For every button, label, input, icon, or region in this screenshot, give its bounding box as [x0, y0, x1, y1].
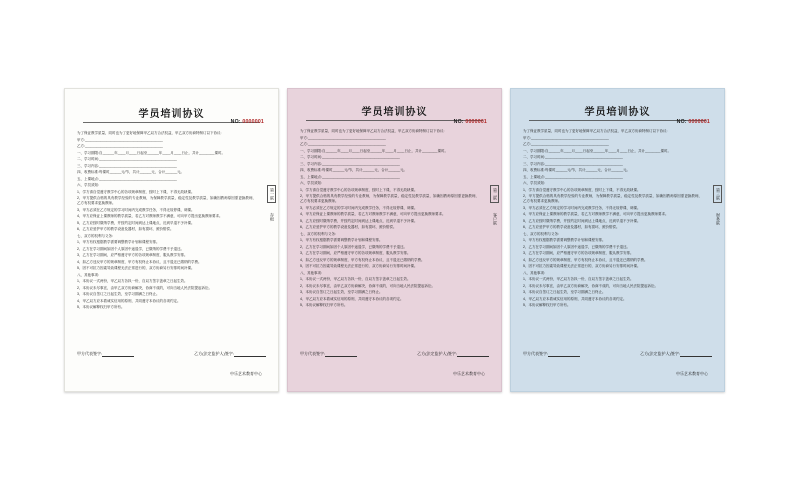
clause-8-blue: 1、学方请自觉遵守教学中心的各项规章制度，按时上下课，不得无故缺课。: [523, 187, 641, 192]
clause-15: 1、甲方有权根据教学需要调整教学计划和课程安排。: [77, 240, 160, 245]
clause-3: 二、学习时间:________________________________________: [77, 157, 177, 161]
clause-13-blue: 6、乙方应爱护甲方的教学设备及器材，如有损坏，照价赔偿。: [523, 225, 620, 230]
clause-3-blue: 二、学习时间:________________________________________: [523, 155, 623, 159]
agreement-body-pink: [300, 129, 489, 309]
clause-intro-pink: 为了保证教学质量，同时也为了更好地保障甲乙双方合法权益，甲乙双方协商特制订以下协议:: [300, 129, 445, 133]
clause-16: 2、乙方在学习期间如因个人原因中途退学，已缴纳的学费不予退还。: [77, 246, 184, 251]
clause-9-pink: 2、甲方提供合格的具有教学经验的专业教师，为保障教学质量，稳定性及教学质量，如确因教师原因需更换教师，乙方有权要求更换教师。: [300, 194, 479, 204]
clause-13: 6、乙方应爱护甲方的教学设备及器材，如有损坏，照价赔偿。: [77, 227, 174, 232]
clause-11-pink: 4、甲方应保证上课教师的教学质量，若乙方对教师教学不满意，可向甲方提出更换教师要求。: [300, 212, 446, 217]
clause-17-pink: 3、乙方在学习期间，应严格遵守甲方的各项规章制度，服从教学安排。: [300, 251, 411, 256]
serial-number-label-pink: NO:: [453, 119, 464, 125]
serial-number-label-blue: NO:: [676, 119, 687, 125]
company-stamp-pink: 中乐艺术教育中心: [453, 371, 485, 376]
clause-12-pink: 5、乙方应按时缴纳学费，并按约定时间到达上课地点，迟到早退不予补课。: [300, 218, 418, 223]
agreement-body-blue: [523, 129, 712, 309]
clause-14: 七、双方的权利与义务:: [77, 233, 113, 238]
clause-20-pink: 八、其他事项:: [300, 270, 322, 275]
side-band-copy-label: 第一联: [267, 185, 276, 203]
clause-10-blue: 3、甲方必须在乙方规定的学习时间内完成教学任务，不得无故停课、调课。: [523, 205, 641, 210]
clause-25-blue: 5、本协议解释权归甲方所有。: [523, 303, 571, 308]
clause-12: 5、乙方应按时缴纳学费，并按约定时间到达上课地点，迟到早退不予补课。: [77, 220, 195, 225]
clause-9-blue: 2、甲方提供合格的具有教学经验的专业教师，为保障教学质量，稳定性及教学质量，如确因教师原因需更换教师，乙方有权要求更换教师。: [523, 194, 702, 204]
side-band-copy-label-blue: 第三联: [713, 185, 722, 203]
signature-party-b-label: 乙方(法定监护人)签字:: [194, 351, 234, 356]
clause-20-blue: 八、其他事项:: [523, 270, 545, 275]
clause-4-pink: 三、学习内容:________________________________________: [300, 161, 400, 166]
clause-5: 四、收费标准:每课时______元/节，共计______元，合计______元。: [77, 170, 184, 174]
serial-number-pink: [454, 119, 487, 125]
signature-party-b[interactable]: [194, 351, 266, 357]
side-band-pink: [490, 185, 499, 235]
clause-16-blue: 2、乙方在学习期间如因个人原因中途退学，已缴纳的学费不予退还。: [523, 244, 630, 249]
signature-party-a[interactable]: [77, 351, 134, 357]
form-copy-pink[interactable]: [287, 88, 502, 392]
clause-5-pink: 四、收费标准:每课时______元/节，共计______元，合计______元。: [300, 168, 407, 172]
signature-party-a-line-blue[interactable]: [548, 352, 580, 357]
clause-21-pink: 1、本协议一式两份，甲乙双方各执一份，自双方签字盖章之日起生效。: [300, 277, 411, 282]
clause-6: 五、上课地点:________________________________________: [77, 176, 177, 181]
form-copy-blue[interactable]: [510, 88, 725, 392]
clause-24-pink: 4、甲乙双方应本着诚实信用的原则，共同遵守本协议的各项约定。: [300, 296, 404, 301]
clause-1: 乙方:________________________________________: [77, 144, 163, 148]
clause-7-pink: 六、学员须知:: [300, 181, 322, 185]
clause-23: 3、本协议自签订之日起生效，至学习期满之日终止。: [77, 292, 160, 297]
signature-party-b-label-blue: 乙方(法定监护人)签字:: [640, 351, 680, 356]
side-band-copy-type-pink: 客户联: [493, 213, 498, 225]
page-title: 学员培训协议: [138, 109, 205, 120]
clause-17: 3、乙方在学习期间，应严格遵守甲方的各项规章制度，服从教学安排。: [77, 253, 188, 258]
clause-19-pink: 5、因不可抗力因素导致课程无法正常进行的，双方协商另行安排时间补课。: [300, 264, 418, 269]
clause-24: 4、甲乙双方应本着诚实信用的原则，共同遵守本协议的各项约定。: [77, 298, 181, 303]
serial-number: [231, 119, 264, 125]
clause-3-pink: 二、学习时间:________________________________________: [300, 155, 400, 159]
clause-1-blue: 乙方:________________________________________: [523, 142, 609, 146]
clause-18-pink: 4、如乙方违反甲方的规章制度，甲方有权终止本协议，且不退还已缴纳的学费。: [300, 257, 425, 262]
clause-4-blue: 三、学习内容:________________________________________: [523, 161, 623, 166]
side-band-copy-label-pink: 第二联: [490, 185, 499, 203]
signature-party-b-line-pink[interactable]: [457, 352, 489, 357]
clause-0-pink: 甲方:________________________________________: [300, 135, 386, 140]
clause-25-pink: 5、本协议解释权归甲方所有。: [300, 303, 348, 308]
clause-24-blue: 4、甲乙双方应本着诚实信用的原则，共同遵守本协议的各项约定。: [523, 296, 627, 301]
agreement-body-white: [77, 131, 266, 311]
carbonless-form-set: [64, 88, 725, 392]
page-title-blue: 学员培训协议: [584, 107, 651, 118]
clause-19: 5、因不可抗力因素导致课程无法正常进行的，双方协商另行安排时间补课。: [77, 266, 195, 271]
signature-party-a-blue[interactable]: [523, 351, 580, 357]
clause-15-blue: 1、甲方有权根据教学需要调整教学计划和课程安排。: [523, 238, 606, 243]
clause-21-blue: 1、本协议一式两份，甲乙双方各执一份，自双方签字盖章之日起生效。: [523, 277, 634, 282]
clause-22-pink: 2、本协议未尽事宜，由甲乙双方协商解决，协商不成的，可向当地人民法院提起诉讼。: [300, 283, 435, 288]
signature-party-a-label-blue: 甲方代表签字:: [523, 351, 549, 356]
page-title-pink: 学员培训协议: [361, 107, 428, 118]
clause-12-blue: 5、乙方应按时缴纳学费，并按约定时间到达上课地点，迟到早退不予补课。: [523, 218, 641, 223]
signature-party-a-pink[interactable]: [300, 351, 357, 357]
side-band-copy-type-blue: 财务联: [716, 213, 721, 225]
clause-7-blue: 六、学员须知:: [523, 181, 545, 185]
clause-15-pink: 1、甲方有权根据教学需要调整教学计划和课程安排。: [300, 238, 383, 243]
signature-party-b-blue[interactable]: [640, 351, 712, 357]
clause-4: 三、学习内容:________________________________________: [77, 163, 177, 168]
clause-17-blue: 3、乙方在学习期间，应严格遵守甲方的各项规章制度，服从教学安排。: [523, 251, 634, 256]
signature-party-a-label-pink: 甲方代表签字:: [300, 351, 326, 356]
signature-party-b-label-pink: 乙方(法定监护人)签字:: [417, 351, 457, 356]
clause-2-blue: 一、学习期限:自______年____月____日起至______年____月____日止，共计________课时。: [523, 148, 672, 153]
clause-10-pink: 3、甲方必须在乙方规定的学习时间内完成教学任务，不得无故停课、调课。: [300, 205, 418, 210]
serial-number-value-pink: 0000001: [465, 119, 487, 125]
clause-13-pink: 6、乙方应爱护甲方的教学设备及器材，如有损坏，照价赔偿。: [300, 225, 397, 230]
clause-6-blue: 五、上课地点:________________________________________: [523, 174, 623, 179]
signature-party-a-line[interactable]: [102, 352, 134, 357]
clause-23-pink: 3、本协议自签订之日起生效，至学习期满之日终止。: [300, 290, 383, 295]
signature-party-a-line-pink[interactable]: [325, 352, 357, 357]
clause-22: 2、本协议未尽事宜，由甲乙双方协商解决，协商不成的，可向当地人民法院提起诉讼。: [77, 285, 212, 290]
side-band-copy-type: 存根: [270, 213, 275, 221]
signature-party-a-label: 甲方代表签字:: [77, 351, 103, 356]
clause-7: 六、学员须知:: [77, 183, 99, 187]
clause-10: 3、甲方必须在乙方规定的学习时间内完成教学任务，不得无故停课、调课。: [77, 207, 195, 212]
clause-21: 1、本协议一式两份，甲乙双方各执一份，自双方签字盖章之日起生效。: [77, 279, 188, 284]
clause-9: 2、甲方提供合格的具有教学经验的专业教师，为保障教学质量，稳定性及教学质量，如确因教师原因需更换教师，乙方有权要求更换教师。: [77, 196, 256, 206]
clause-14-pink: 七、双方的权利与义务:: [300, 231, 336, 236]
signature-row-blue: [523, 351, 712, 357]
serial-number-value: 0000001: [242, 119, 264, 125]
clause-14-blue: 七、双方的权利与义务:: [523, 231, 559, 236]
clause-22-blue: 2、本协议未尽事宜，由甲乙双方协商解决，协商不成的，可向当地人民法院提起诉讼。: [523, 283, 658, 288]
clause-18-blue: 4、如乙方违反甲方的规章制度，甲方有权终止本协议，且不退还已缴纳的学费。: [523, 257, 648, 262]
signature-row-white: [77, 351, 266, 357]
company-stamp-blue: 中乐艺术教育中心: [676, 371, 708, 376]
signature-party-b-line-blue[interactable]: [680, 352, 712, 357]
clause-2: 一、学习期限:自______年____月____日起至______年____月____日止，共计________课时。: [77, 150, 226, 155]
signature-party-b-pink[interactable]: [417, 351, 489, 357]
clause-8: 1、学方请自觉遵守教学中心的各项规章制度，按时上下课，不得无故缺课。: [77, 189, 195, 194]
clause-intro: 为了保证教学质量，同时也为了更好地保障甲乙双方合法权益，甲乙双方协商特制订以下协议:: [77, 131, 222, 135]
clause-1-pink: 乙方:________________________________________: [300, 142, 386, 146]
serial-number-blue: [677, 119, 710, 125]
clause-2-pink: 一、学习期限:自______年____月____日起至______年____月____日止，共计________课时。: [300, 148, 449, 153]
clause-23-blue: 3、本协议自签订之日起生效，至学习期满之日终止。: [523, 290, 606, 295]
signature-row-pink: [300, 351, 489, 357]
clause-0-blue: 甲方:________________________________________: [523, 135, 609, 140]
clause-5-blue: 四、收费标准:每课时______元/节，共计______元，合计______元。: [523, 168, 630, 172]
clause-6-pink: 五、上课地点:________________________________________: [300, 174, 400, 179]
clause-25: 5、本协议解释权归甲方所有。: [77, 305, 125, 310]
serial-number-label: NO:: [230, 119, 241, 125]
clause-11-blue: 4、甲方应保证上课教师的教学质量，若乙方对教师教学不满意，可向甲方提出更换教师要求。: [523, 212, 669, 217]
form-copy-white[interactable]: [64, 88, 279, 392]
side-band-white: [267, 185, 276, 231]
clause-20: 八、其他事项:: [77, 272, 99, 277]
signature-party-b-line[interactable]: [234, 352, 266, 357]
clause-19-blue: 5、因不可抗力因素导致课程无法正常进行的，双方协商另行安排时间补课。: [523, 264, 641, 269]
clause-18: 4、如乙方违反甲方的规章制度，甲方有权终止本协议，且不退还已缴纳的学费。: [77, 259, 202, 264]
company-stamp-white: 中乐艺术教育中心: [230, 371, 262, 376]
side-band-blue: [713, 185, 722, 235]
clause-11: 4、甲方应保证上课教师的教学质量，若乙方对教师教学不满意，可向甲方提出更换教师要求。: [77, 214, 223, 219]
clause-0: 甲方:________________________________________: [77, 137, 163, 142]
clause-8-pink: 1、学方请自觉遵守教学中心的各项规章制度，按时上下课，不得无故缺课。: [300, 187, 418, 192]
serial-number-value-blue: 0000001: [688, 119, 710, 125]
clause-intro-blue: 为了保证教学质量，同时也为了更好地保障甲乙双方合法权益，甲乙双方协商特制订以下协议:: [523, 129, 668, 133]
clause-16-pink: 2、乙方在学习期间如因个人原因中途退学，已缴纳的学费不予退还。: [300, 244, 407, 249]
